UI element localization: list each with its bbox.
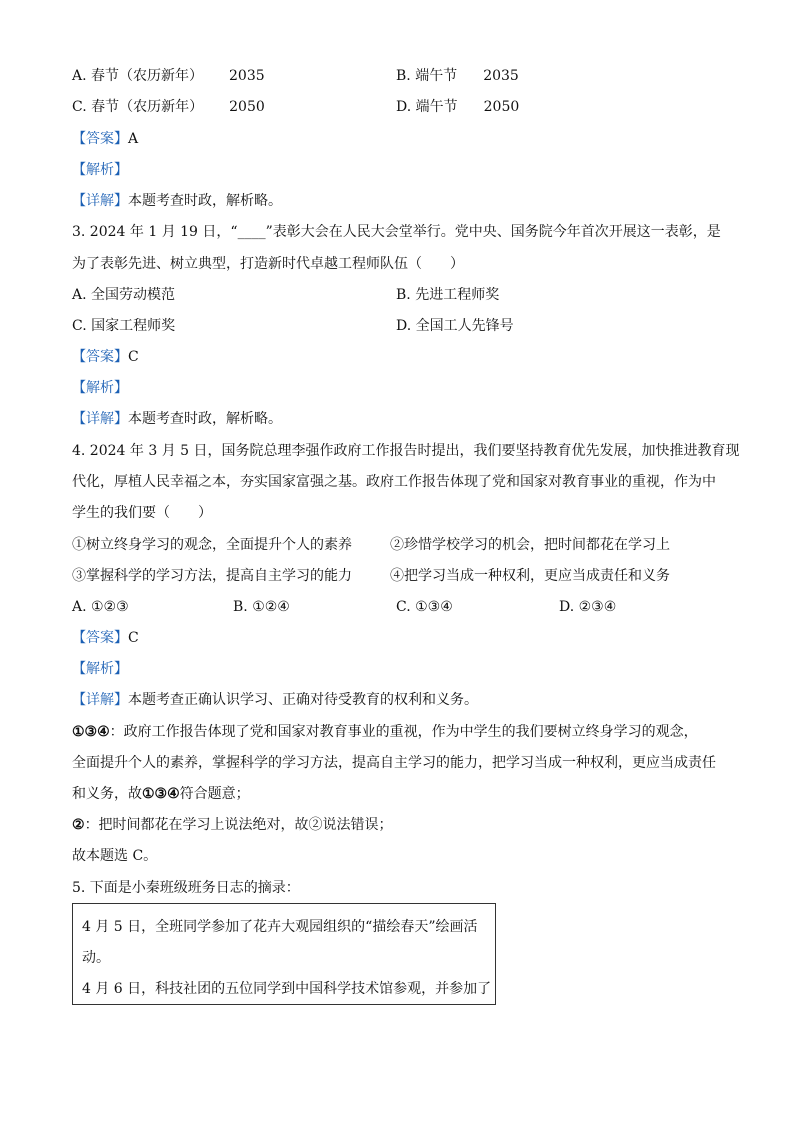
q5-log-line-1: 4 月 5 日，全班同学参加了花卉大观园组织的“描绘春天”绘画活 bbox=[82, 919, 478, 935]
q3-stem-line-2: 为了表彰先进、树立典型，打造新时代卓越工程师队伍（ ） bbox=[72, 256, 464, 272]
q4-stem-line-3: 学生的我们要（ ） bbox=[72, 505, 212, 521]
q4-option-c: C. ①③④ bbox=[396, 599, 453, 615]
q3-option-d: D. 全国工人先锋号 bbox=[396, 318, 514, 334]
q4-stem-line-2: 代化，厚植人民幸福之本，夯实国家富强之基。政府工作报告体现了党和国家对教育事业的重视，作为中 bbox=[72, 474, 716, 490]
q4-option-a: A. ①②③ bbox=[72, 599, 129, 615]
q2-option-d: D. 端午节 2050 bbox=[396, 99, 520, 115]
q2-option-c: C. 春节（农历新年） 2050 bbox=[72, 99, 265, 115]
q5-stem: 5. 下面是小秦班级班务日志的摘录： bbox=[72, 880, 300, 896]
q5-log-excerpt-box bbox=[72, 903, 496, 1005]
q4-explanation-line-1: ①③④：政府工作报告体现了党和国家对教育事业的重视，作为中学生的我们要树立终身学习的观念， bbox=[72, 724, 698, 740]
q4-explanation-line-4: ②：把时间都花在学习上说法绝对，故②说法错误； bbox=[72, 817, 393, 833]
q2-analysis-label: 【解析】 bbox=[72, 162, 128, 178]
q4-option-d: D. ②③④ bbox=[559, 599, 617, 615]
q4-answer: 【答案】C bbox=[72, 630, 139, 646]
q3-option-c: C. 国家工程师奖 bbox=[72, 318, 176, 334]
q4-statement-4: ④把学习当成一种权利，更应当成责任和义务 bbox=[390, 568, 670, 584]
q5-log-line-2: 动。 bbox=[82, 950, 110, 966]
q4-explanation-line-2: 全面提升个人的素养，掌握科学的学习方法，提高自主学习的能力，把学习当成一种权利，更应当成责任 bbox=[72, 755, 716, 771]
q3-analysis-label: 【解析】 bbox=[72, 380, 128, 396]
q4-detail: 【详解】本题考查正确认识学习、正确对待受教育的权利和义务。 bbox=[72, 692, 478, 708]
q4-analysis-label: 【解析】 bbox=[72, 661, 128, 677]
q4-statement-2: ②珍惜学校学习的机会，把时间都花在学习上 bbox=[390, 537, 670, 553]
q4-stem-line-1: 4. 2024 年 3 月 5 日，国务院总理李强作政府工作报告时提出，我们要坚持教育优先发展，加快推进教育现 bbox=[72, 443, 740, 459]
q3-option-a: A. 全国劳动模范 bbox=[72, 287, 176, 303]
q2-option-a: A. 春节（农历新年） 2035 bbox=[72, 68, 265, 84]
q5-log-line-3: 4 月 6 日，科技社团的五位同学到中国科学技术馆参观，并参加了 bbox=[82, 981, 492, 997]
q4-conclusion: 故本题选 C。 bbox=[72, 848, 158, 864]
q2-detail: 【详解】本题考查时政，解析略。 bbox=[72, 193, 282, 209]
q4-statement-1: ①树立终身学习的观念，全面提升个人的素养 bbox=[72, 537, 352, 553]
q3-detail: 【详解】本题考查时政，解析略。 bbox=[72, 411, 282, 427]
q4-explanation-line-3: 和义务，故①③④符合题意； bbox=[72, 786, 250, 802]
q2-option-b: B. 端午节 2035 bbox=[396, 68, 519, 84]
q2-answer: 【答案】A bbox=[72, 131, 139, 147]
q3-option-b: B. 先进工程师奖 bbox=[396, 287, 500, 303]
q3-stem-line-1: 3. 2024 年 1 月 19 日，“____”表彰大会在人民大会堂举行。党中央、国务院今年首次开展这一表彰，是 bbox=[72, 224, 721, 240]
q3-answer: 【答案】C bbox=[72, 349, 139, 365]
q4-statement-3: ③掌握科学的学习方法，提高自主学习的能力 bbox=[72, 568, 352, 584]
q4-option-b: B. ①②④ bbox=[233, 599, 290, 615]
